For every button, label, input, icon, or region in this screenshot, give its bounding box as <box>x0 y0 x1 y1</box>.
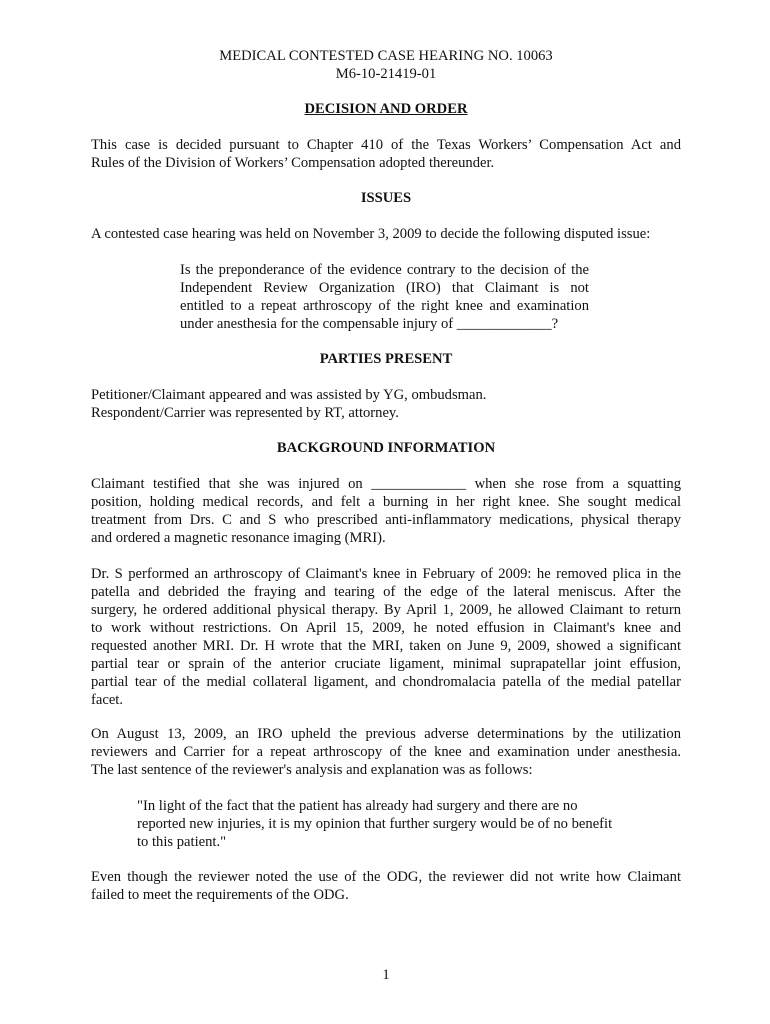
issue-line: Independent Review Organization (IRO) that Claimant is not <box>180 280 589 296</box>
paragraph-line: Dr. S performed an arthroscopy of Claimant's knee in February of 2009: he removed plica in the <box>91 566 681 582</box>
paragraph-line: to work without restrictions. On April 15, 2009, he noted effusion in Claimant's knee and <box>91 620 681 636</box>
case-number-line: MEDICAL CONTESTED CASE HEARING NO. 10063 <box>219 48 553 64</box>
background-paragraph-2 <box>91 565 681 709</box>
paragraph-line: treatment from Drs. C and S who prescribed anti-inflammatory medications, physical therapy <box>91 512 681 528</box>
quote-line: reported new injuries, it is my opinion that further surgery would be of no benefit <box>137 816 613 832</box>
paragraph-line: and ordered a magnetic resonance imaging (MRI). <box>91 530 386 546</box>
paragraph-line: The last sentence of the reviewer's analysis and explanation was as follows: <box>91 762 533 778</box>
parties-heading: PARTIES PRESENT <box>319 351 453 367</box>
paragraph-line: requested another MRI. Dr. H wrote that the MRI, taken on June 9, 2009, showed a significant <box>91 638 681 654</box>
paragraph-line: Even though the reviewer noted the use of the ODG, the reviewer did not write how Claimant <box>91 869 681 885</box>
paragraph-line: surgery, he ordered additional physical therapy. By April 1, 2009, he allowed Claimant to return <box>91 602 681 618</box>
intro-line: Rules of the Division of Workers’ Compensation adopted thereunder. <box>91 155 495 171</box>
background-paragraph-1 <box>91 475 681 547</box>
paragraph-line: failed to meet the requirements of the ODG. <box>91 887 349 903</box>
paragraph-line: patella and debrided the fraying and tearing of the edge of the lateral meniscus. After the <box>91 584 681 600</box>
paragraph-line: On August 13, 2009, an IRO upheld the previous adverse determinations by the utilization <box>91 726 681 742</box>
background-heading: BACKGROUND INFORMATION <box>276 440 496 456</box>
background-paragraph-4 <box>91 868 681 904</box>
issue-line: entitled to a repeat arthroscopy of the right knee and examination <box>180 298 589 314</box>
disputed-issue <box>180 261 589 333</box>
paragraph-line: Claimant testified that she was injured on _____________ when she rose from a squatting <box>91 476 681 492</box>
parties-paragraph <box>91 386 681 422</box>
quote-line: to this patient." <box>137 834 227 850</box>
issues-lead <box>91 225 681 243</box>
reviewer-quote <box>137 797 657 851</box>
background-paragraph-3 <box>91 725 681 779</box>
issues-heading: ISSUES <box>360 190 412 206</box>
docket-number-line: M6-10-21419-01 <box>335 66 437 82</box>
intro-paragraph <box>91 136 681 172</box>
paragraph-line: facet. <box>91 692 123 708</box>
respondent-line: Respondent/Carrier was represented by RT, attorney. <box>91 405 399 421</box>
case-header <box>91 47 681 83</box>
paragraph-line: partial tear or sprain of the anterior cruciate ligament, minimal suprapatellar joint effusion, <box>91 656 681 672</box>
document-title: DECISION AND ORDER <box>304 101 468 117</box>
paragraph-line: position, holding medical records, and felt a burning in her right knee. She sought medical <box>91 494 681 510</box>
paragraph-line: partial tear of the medial collateral ligament, and chondromalacia patella of the medial patellar <box>91 674 681 690</box>
issue-line: Is the preponderance of the evidence contrary to the decision of the <box>180 262 589 278</box>
paragraph-line: reviewers and Carrier for a repeat arthroscopy of the knee and examination under anesthesia. <box>91 744 681 760</box>
petitioner-line: Petitioner/Claimant appeared and was assisted by YG, ombudsman. <box>91 387 487 403</box>
quote-line: "In light of the fact that the patient has already had surgery and there are no <box>137 798 578 814</box>
page-number: 1 <box>382 967 390 983</box>
issue-line: under anesthesia for the compensable injury of _____________? <box>180 316 559 332</box>
issues-lead-line: A contested case hearing was held on November 3, 2009 to decide the following disputed issue: <box>91 226 651 242</box>
intro-line: This case is decided pursuant to Chapter 410 of the Texas Workers’ Compensation Act and <box>91 137 681 153</box>
